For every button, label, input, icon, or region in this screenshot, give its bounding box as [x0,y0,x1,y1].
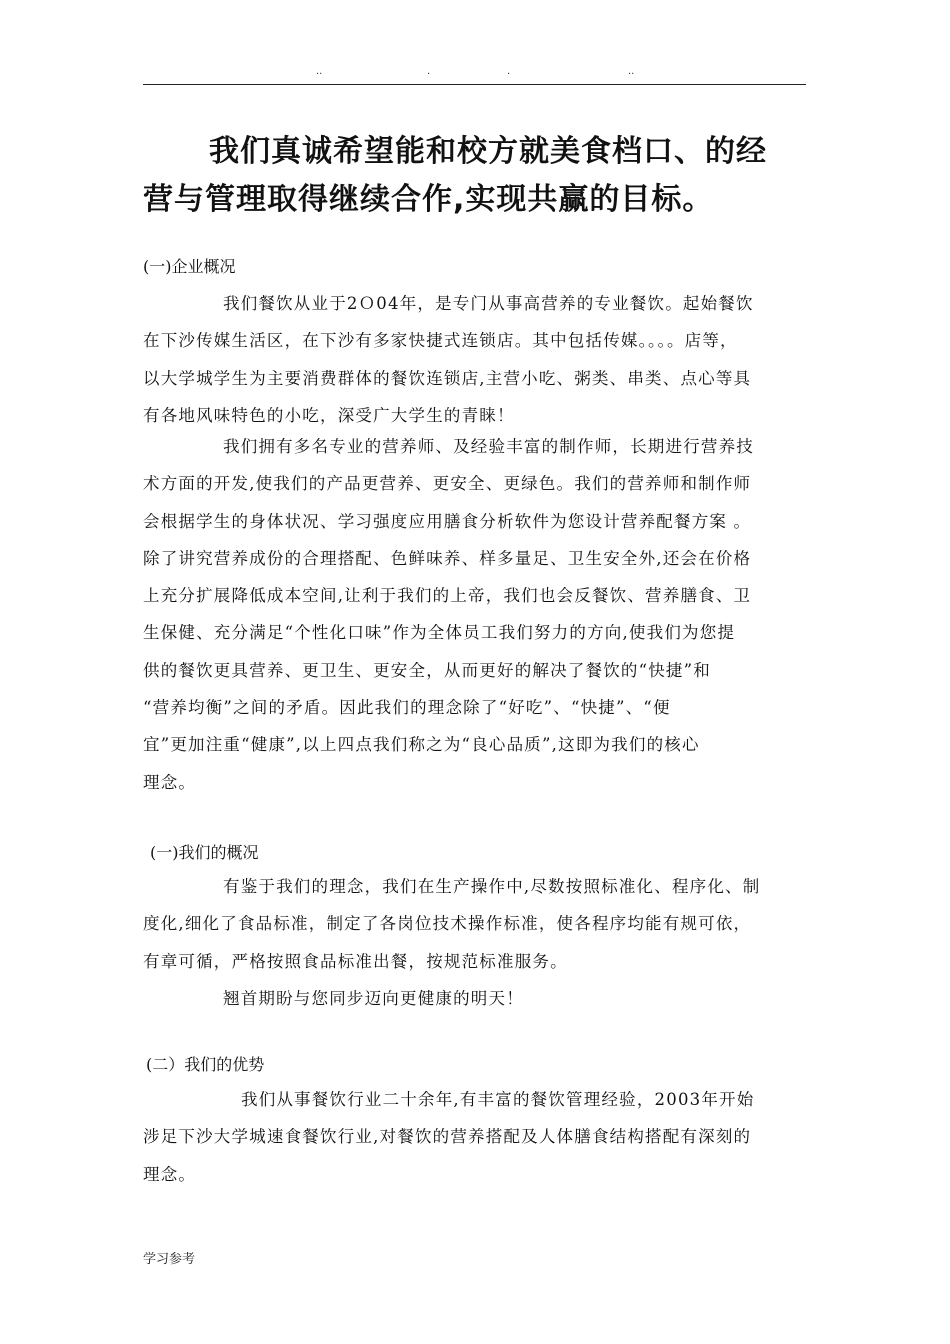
text-line: 翘首期盼与您同步迈向更健康的明天！ [223,988,524,1008]
footer-label: 学习参考 [143,1252,196,1267]
text-line: 涉足下沙大学城速食餐饮行业,对餐饮的营养搭配及人体膳食结构搭配有深刻的 [143,1127,752,1147]
text-line: 除了讲究营养成份的合理搭配、色鲜味养、样多量足、卫生安全外,还会在价格 [143,548,752,568]
text-line: 理念。 [143,1164,197,1184]
paragraph-advantages [143,1081,808,1193]
text-line: 术方面的开发,使我们的产品更营养、更安全、更绿色。我们的营养师和制作师 [143,474,752,494]
section-heading-company-overview: (一)企业概况 [143,257,236,276]
title-line-2: 营与管理取得继续合作,实现共赢的目标。 [143,182,714,217]
text-line: 会根据学生的身体状况、学习强度应用膳食分析软件为您设计营养配餐方案 。 [143,511,752,531]
page-title [143,128,806,224]
paragraph-nutrition [143,428,808,801]
text-line: 理念。 [143,772,197,792]
text-line: 宜”更加注重“健康”,以上四点我们称之为“良心品质”,这即为我们的核心 [143,735,700,755]
text-line: 上充分扩展降低成本空间,让利于我们的上帝，我们也会反餐饮、营养膳食、卫 [143,586,752,606]
text-line: 有各地风味特色的小吃，深受广大学生的青睐！ [143,405,515,425]
header-dot: . [427,66,431,77]
text-line: 有鉴于我们的理念，我们在生产操作中,尽数按照标准化、程序化、制 [223,877,761,896]
header-dot: .. [628,66,635,77]
text-line: 供的餐饮更具营养、更卫生、更安全，从而更好的解决了餐饮的“快捷”和 [143,660,711,680]
text-line: 在下沙传媒生活区，在下沙有多家快捷式连锁店。其中包括传媒。。。。店等， [143,331,738,351]
section-heading-our-overview: (一)我们的概况 [150,843,259,862]
paragraph-standards [143,868,808,1017]
header-dot: .. [316,66,323,77]
text-line: 我们从事餐饮行业二十余年,有丰富的餐饮管理经验，2003年开始 [241,1090,755,1109]
title-line-1: 我们真诚希望能和校方就美食档口、的经 [209,134,767,169]
text-line: 有章可循，严格按照食品标准出餐，按规范标准服务。 [143,951,568,971]
paragraph-company-intro [143,285,808,434]
text-line: 以大学城学生为主要消费群体的餐饮连锁店,主营小吃、粥类、串类、点心等具 [143,368,752,388]
header-rule [143,84,806,85]
text-line: 我们餐饮从业于2Ｏ04年，是专门从事高营养的专业餐饮。起始餐饮 [223,294,754,313]
section-heading-our-advantages: (二）我们的优势 [146,1055,265,1074]
text-line: 我们拥有多名专业的营养师、及经验丰富的制作师，长期进行营养技 [223,437,754,456]
text-line: 生保健、充分满足“个性化口味”作为全体员工我们努力的方向,使我们为您提 [143,623,736,643]
text-line: “营养均衡”之间的矛盾。因此我们的理念除了“好吃”、“快捷”、“便 [143,698,671,718]
text-line: 度化,细化了食品标准，制定了各岗位技术操作标准，使各程序均能有规可依， [143,914,752,934]
header-dot: . [507,66,511,77]
